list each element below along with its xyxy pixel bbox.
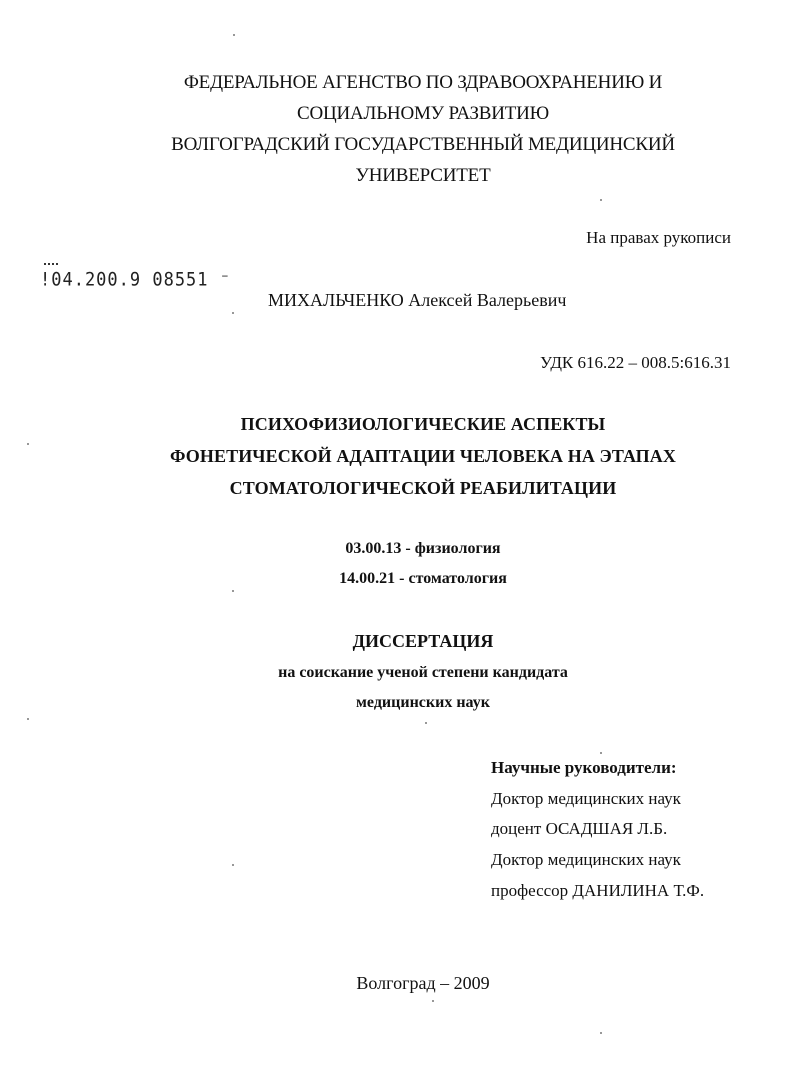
org-line-2: СОЦИАЛЬНОМУ РАЗВИТИЮ [296,103,550,124]
degree-line-2: медицинских наук [356,694,490,711]
specialty-1: 03.00.13 - физиология [345,540,501,557]
specialty-2: 14.00.21 - стоматология [339,570,507,587]
scan-speck [232,312,234,314]
supervisor-1-name: доцент ОСАДШАЯ Л.Б. [491,819,668,838]
title-line-2: ФОНЕТИЧЕСКОЙ АДАПТАЦИИ ЧЕЛОВЕКА НА ЭТАПАХ [170,446,676,466]
scan-speck [232,590,234,592]
scan-speck [600,1032,602,1034]
scan-speck [232,864,234,866]
org-line-3: ВОЛГОГРАДСКИЙ ГОСУДАРСТВЕННЫЙ МЕДИЦИНСКИЙ [171,134,675,155]
supervisor-1-degree: Доктор медицинских наук [491,789,681,808]
scan-speck [432,1000,434,1002]
udk-code: УДК 616.22 – 008.5:616.31 [540,353,731,372]
degree-line-1: на соискание ученой степени кандидата [278,664,568,681]
scan-speck [425,722,427,724]
org-line-1: ФЕДЕРАЛЬНОЕ АГЕНСТВО ПО ЗДРАВООХРАНЕНИЮ И [183,72,663,93]
scan-speck [233,34,235,36]
scan-speck [27,718,29,720]
supervisors-heading: Научные руководители: [491,758,677,777]
scan-speck [600,752,602,754]
stamp-mark [44,263,58,267]
title-line-1: ПСИХОФИЗИОЛОГИЧЕСКИЕ АСПЕКТЫ [240,414,606,434]
scan-speck [600,199,602,201]
scan-speck [27,443,29,445]
city-year: Волгоград – 2009 [356,973,490,993]
org-line-4: УНИВЕРСИТЕТ [355,165,491,186]
title-line-3: СТОМАТОЛОГИЧЕСКОЙ РЕАБИЛИТАЦИИ [229,478,617,498]
supervisor-2-degree: Доктор медицинских наук [491,850,681,869]
author-name: МИХАЛЬЧЕНКО Алексей Валерьевич [268,290,567,310]
library-stamp-number: !04.200.9 08551 ⁻ [40,269,231,291]
manuscript-note: На правах рукописи [586,228,731,247]
supervisor-2-name: профессор ДАНИЛИНА Т.Ф. [491,881,705,900]
dissertation-label: ДИССЕРТАЦИЯ [352,631,494,651]
